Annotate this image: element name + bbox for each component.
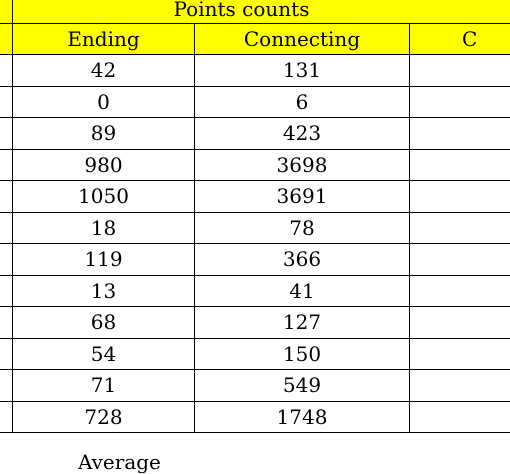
third-column-cell bbox=[410, 181, 510, 212]
average-label: Average bbox=[78, 450, 161, 474]
third-column-cell bbox=[410, 213, 510, 244]
ending-cell: 1050 bbox=[13, 181, 195, 212]
third-column-cell bbox=[410, 87, 510, 118]
column-header-row bbox=[0, 24, 510, 55]
connecting-cell: 41 bbox=[195, 276, 410, 307]
row-left-cell bbox=[0, 55, 13, 86]
third-column-cell bbox=[410, 118, 510, 149]
row-left-cell bbox=[0, 370, 13, 401]
table-row bbox=[0, 370, 510, 402]
third-column-cell bbox=[410, 244, 510, 275]
table-row bbox=[0, 181, 510, 213]
third-column-cell bbox=[410, 307, 510, 338]
ending-cell: 13 bbox=[13, 276, 195, 307]
connecting-cell: 150 bbox=[195, 339, 410, 370]
connecting-column-header: Connecting bbox=[195, 24, 410, 54]
table-row bbox=[0, 402, 510, 434]
row-left-cell bbox=[0, 244, 13, 275]
connecting-cell: 6 bbox=[195, 87, 410, 118]
column-header-left-cell bbox=[0, 24, 13, 54]
connecting-cell: 131 bbox=[195, 55, 410, 86]
ending-cell: 68 bbox=[13, 307, 195, 338]
ending-cell: 89 bbox=[13, 118, 195, 149]
row-left-cell bbox=[0, 402, 13, 433]
table-body bbox=[0, 55, 510, 433]
table-row bbox=[0, 118, 510, 150]
table-row bbox=[0, 150, 510, 182]
ending-column-header: Ending bbox=[13, 24, 195, 54]
ending-cell: 54 bbox=[13, 339, 195, 370]
row-left-cell bbox=[0, 213, 13, 244]
connecting-cell: 549 bbox=[195, 370, 410, 401]
connecting-cell: 1748 bbox=[195, 402, 410, 433]
connecting-cell: 366 bbox=[195, 244, 410, 275]
connecting-cell: 3698 bbox=[195, 150, 410, 181]
table-row bbox=[0, 276, 510, 308]
ending-cell: 42 bbox=[13, 55, 195, 86]
span-header-left-cell bbox=[0, 0, 13, 23]
ending-cell: 119 bbox=[13, 244, 195, 275]
table-row bbox=[0, 339, 510, 371]
connecting-cell: 127 bbox=[195, 307, 410, 338]
table-row bbox=[0, 213, 510, 245]
row-left-cell bbox=[0, 276, 13, 307]
table-row bbox=[0, 55, 510, 87]
row-left-cell bbox=[0, 87, 13, 118]
third-column-cell bbox=[410, 276, 510, 307]
ending-cell: 728 bbox=[13, 402, 195, 433]
connecting-cell: 423 bbox=[195, 118, 410, 149]
ending-cell: 980 bbox=[13, 150, 195, 181]
connecting-cell: 3691 bbox=[195, 181, 410, 212]
third-column-header: C bbox=[462, 27, 478, 51]
ending-cell: 18 bbox=[13, 213, 195, 244]
third-column-cell bbox=[410, 150, 510, 181]
span-header-row bbox=[0, 0, 510, 24]
points-counts-header: Points counts bbox=[173, 0, 310, 21]
connecting-cell: 78 bbox=[195, 213, 410, 244]
third-column-cell bbox=[410, 55, 510, 86]
row-left-cell bbox=[0, 181, 13, 212]
row-left-cell bbox=[0, 307, 13, 338]
ending-cell: 0 bbox=[13, 87, 195, 118]
third-column-cell bbox=[410, 339, 510, 370]
third-column-cell bbox=[410, 370, 510, 401]
table-row bbox=[0, 87, 510, 119]
row-left-cell bbox=[0, 150, 13, 181]
row-left-cell bbox=[0, 339, 13, 370]
row-left-cell bbox=[0, 118, 13, 149]
table-row bbox=[0, 307, 510, 339]
table-row bbox=[0, 244, 510, 276]
third-column-cell bbox=[410, 402, 510, 433]
ending-cell: 71 bbox=[13, 370, 195, 401]
